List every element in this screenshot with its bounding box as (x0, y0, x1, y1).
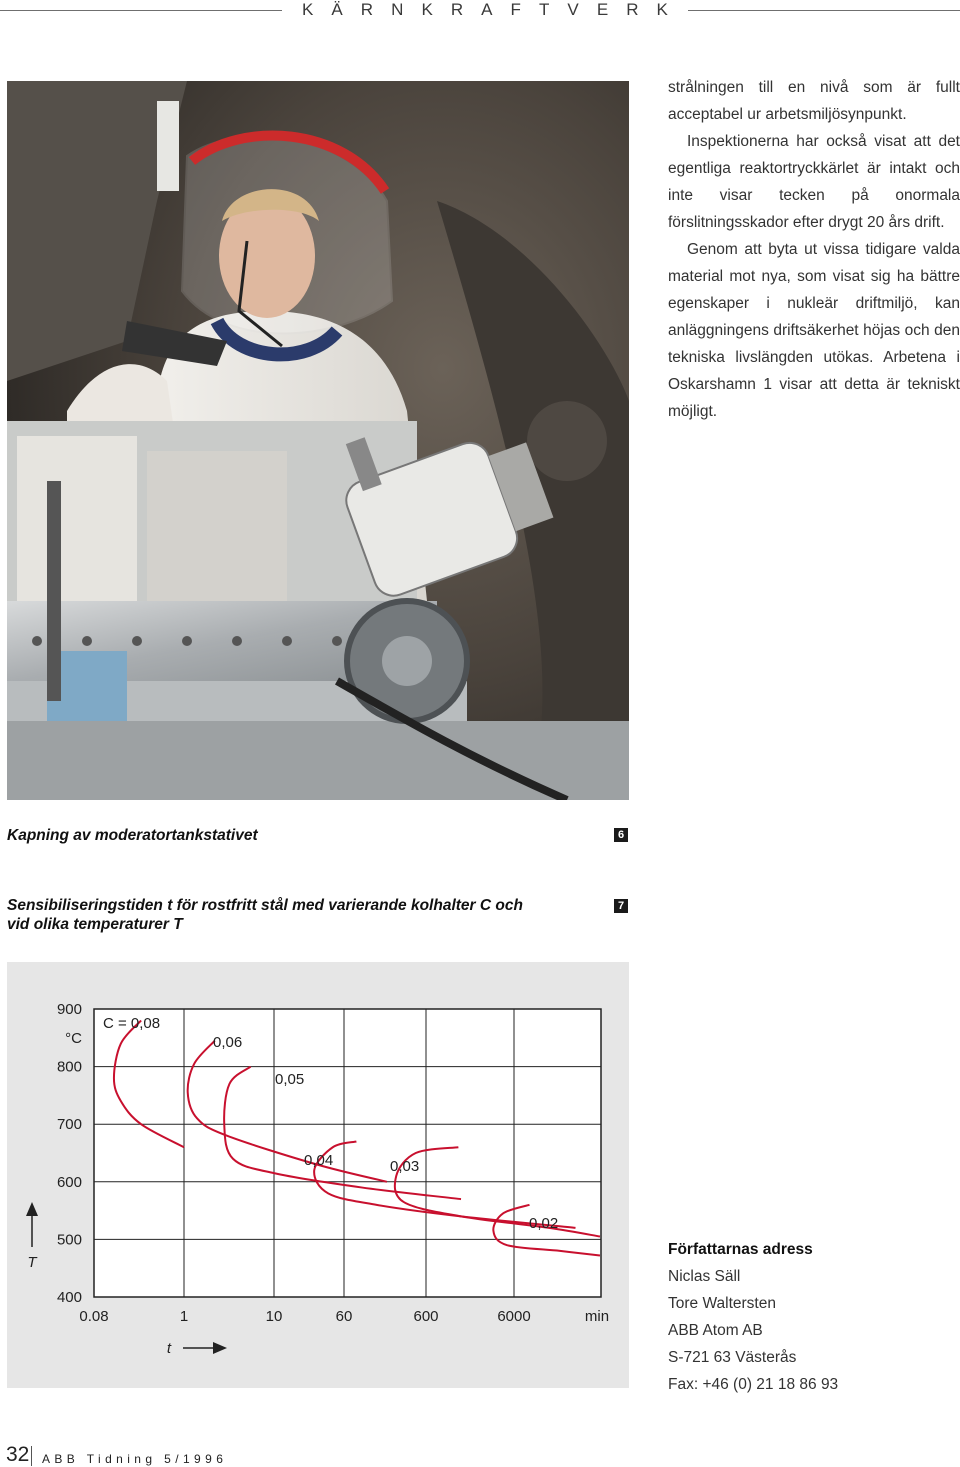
x-unit-label: min (584, 1308, 610, 1325)
inspection-photo (7, 81, 629, 800)
x-tick-label: 0.08 (79, 1308, 109, 1325)
x-axis-label: t (166, 1340, 172, 1357)
page-number: 32 (6, 1443, 30, 1466)
author-address (668, 1236, 958, 1398)
author-line: ABB Atom AB (668, 1322, 763, 1339)
x-axis-arrow-head (213, 1342, 227, 1354)
header-letter: R (360, 0, 374, 19)
header-letter: T (538, 0, 550, 19)
x-tick-label: 1 (179, 1308, 189, 1325)
x-tick-label: 60 (335, 1308, 353, 1325)
header-letter: N (391, 0, 404, 19)
y-tick-label: 600 (56, 1173, 82, 1191)
y-tick-label: 700 (56, 1116, 82, 1134)
photo-figure-number: 6 (614, 828, 628, 842)
body-paragraph-1: strålningen till en nivå som är fullt acceptabel ur arbetsmiljösynpunkt. (668, 79, 960, 123)
series-label: C = 0,08 (103, 1015, 161, 1032)
photo-illustration (7, 81, 629, 800)
author-line: Fax: +46 (0) 21 18 86 93 (668, 1376, 839, 1393)
chart-figure-number: 7 (614, 899, 628, 913)
footer-divider (31, 1446, 32, 1466)
author-line: Niclas Säll (668, 1268, 741, 1285)
body-text (668, 74, 960, 425)
header-letter: F (510, 0, 521, 19)
header-rule-right (688, 10, 960, 11)
header-letter: K (656, 0, 668, 19)
series-label: 0,03 (390, 1158, 420, 1175)
author-line: S-721 63 Västerås (668, 1349, 797, 1366)
photo-caption: Kapning av moderatortankstativet (7, 827, 258, 844)
x-tick-label: 10 (265, 1308, 283, 1325)
header-letter: R (450, 0, 464, 19)
header-letter: Ä (331, 0, 343, 19)
x-tick-label: 6000 (497, 1308, 531, 1325)
header-letter: V (567, 0, 579, 19)
magazine-issue: ABB Tidning 5/1996 (42, 1452, 228, 1466)
y-unit-label: °C (65, 1029, 82, 1047)
sensitization-chart (7, 962, 629, 1388)
series-label: 0,04 (304, 1152, 334, 1169)
author-line: Tore Waltersten (668, 1295, 776, 1312)
header-letter: R (626, 0, 639, 19)
chart-panel (7, 962, 629, 1388)
body-paragraph-3: Genom att byta ut vissa tidigare valda material mot nya, som visat sig ha bättre egenskaper i nukleär driftmiljö, kan anläggningens driftsäkerhet höjas och den tekniska livslängden utökas. Arbetena i Oskarshamn 1 visar att detta är tekniskt möjligt. (668, 241, 960, 420)
x-tick-label: 600 (413, 1308, 439, 1325)
header-letter: E (596, 0, 609, 19)
running-header (302, 0, 668, 20)
chart-caption: Sensibiliseringstiden t för rostfritt stål med varierande kolhalter C och vid olika temperaturer T (7, 897, 523, 933)
y-tick-label: 900 (56, 1001, 82, 1018)
series-label: 0,06 (213, 1034, 243, 1051)
header-letter: K (302, 0, 314, 19)
body-paragraph-2: Inspektionerna har också visat att det egentliga reaktortryckkärlet är intakt och inte visar tecken på onormala förslitningsskador efter drygt 20 års drift. (668, 133, 960, 231)
header-rule-left (0, 10, 282, 11)
y-axis-arrow-head (26, 1202, 38, 1216)
author-heading: Författarnas adress (668, 1241, 813, 1258)
series-label: 0,05 (275, 1071, 305, 1088)
y-tick-label: 500 (56, 1231, 82, 1249)
y-tick-label: 400 (56, 1289, 82, 1306)
y-tick-label: 800 (56, 1058, 82, 1076)
y-axis-label: T (27, 1254, 37, 1271)
series-label: 0,02 (529, 1215, 559, 1232)
header-letter: A (481, 0, 493, 19)
header-letter: K (421, 0, 433, 19)
plot-area (94, 1009, 601, 1297)
